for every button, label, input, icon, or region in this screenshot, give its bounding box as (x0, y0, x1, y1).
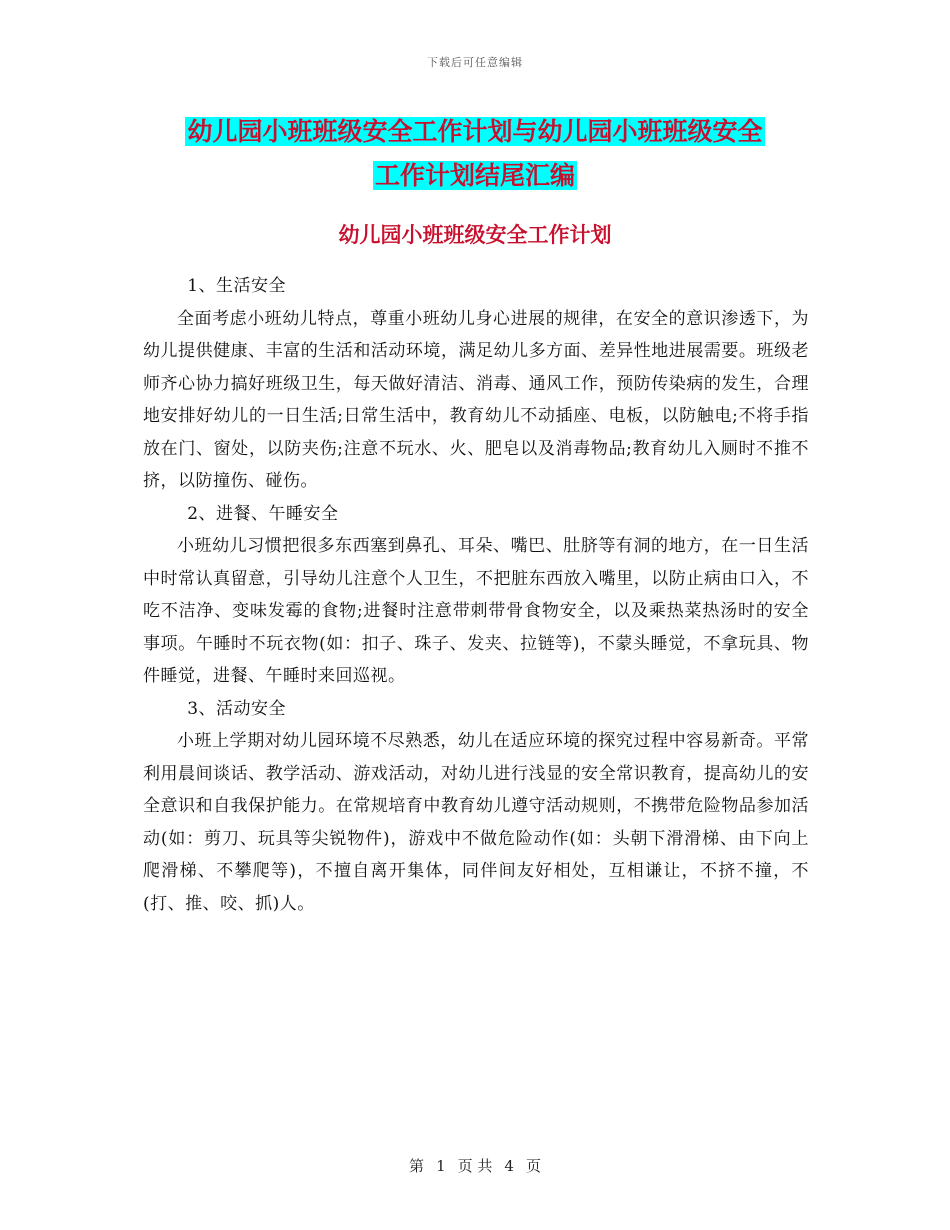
page-footer (0, 1155, 950, 1176)
document-title-line-2: 工作计划结尾汇编 (374, 161, 575, 190)
document-title-line-1: 幼儿园小班班级安全工作计划与幼儿园小班班级安全 (187, 117, 763, 146)
header-note: 下载后可任意编辑 (427, 56, 523, 69)
footer-suffix: 页 (525, 1157, 541, 1175)
paragraph-living-safety: 全面考虑小班幼儿特点，尊重小班幼儿身心进展的规律，在安全的意识渗透下，为幼儿提供健康、丰富的生活和活动环境，满足幼儿多方面、差异性地进展需要。班级老师齐心协力搞好班级卫生，每天做好清洁、消毒、通风工作，预防传染病的发生，合理地安排好幼儿的一日生活;日常生活中，教育幼儿不动插座、电板，以防触电;不将手指放在门、窗处，以防夹伤;注意不玩水、火、肥皂以及消毒物品;教育幼儿入厕时不推不挤，以防撞伤、碰伤。 (143, 308, 809, 491)
section-heading-living-safety: 1、生活安全 (187, 276, 287, 296)
footer-page-number: 1 (436, 1157, 446, 1175)
section-heading-meal-nap-safety: 2、进餐、午睡安全 (187, 503, 339, 524)
footer-middle: 页 共 (457, 1157, 493, 1175)
footer-total-pages: 4 (504, 1157, 514, 1175)
paragraph-activity-safety: 小班上学期对幼儿园环境不尽熟悉，幼儿在适应环境的探究过程中容易新奇。平常利用晨间谈话、教学活动、游戏活动，对幼儿进行浅显的安全常识教育，提高幼儿的安全意识和自我保护能力。在常规培育中教育幼儿遵守活动规则，不携带危险物品参加活动(如：剪刀、玩具等尖锐物件)，游戏中不做危险动作(如：头朝下滑滑梯、由下向上爬滑梯、不攀爬等)，不擅自离开集体，同伴间友好相处，互相谦让，不挤不撞，不(打、推、咬、抓)人。 (143, 731, 809, 914)
footer-prefix: 第 (409, 1157, 425, 1175)
section-heading-activity-safety: 3、活动安全 (187, 698, 287, 719)
document-body (143, 270, 809, 920)
section-title: 幼儿园小班班级安全工作计划 (338, 223, 612, 247)
document-title (120, 110, 830, 198)
paragraph-meal-nap-safety: 小班幼儿习惯把很多东西塞到鼻孔、耳朵、嘴巴、肚脐等有洞的地方，在一日生活中时常认真留意，引导幼儿注意个人卫生，不把脏东西放入嘴里，以防止病由口入，不吃不洁净、变味发霉的食物;进餐时注意带刺带骨食物安全，以及乘热菜热汤时的安全事项。午睡时不玩衣物(如：扣子、珠子、发夹、拉链等)，不蒙头睡觉，不拿玩具、物件睡觉，进餐、午睡时来回巡视。 (143, 536, 809, 686)
